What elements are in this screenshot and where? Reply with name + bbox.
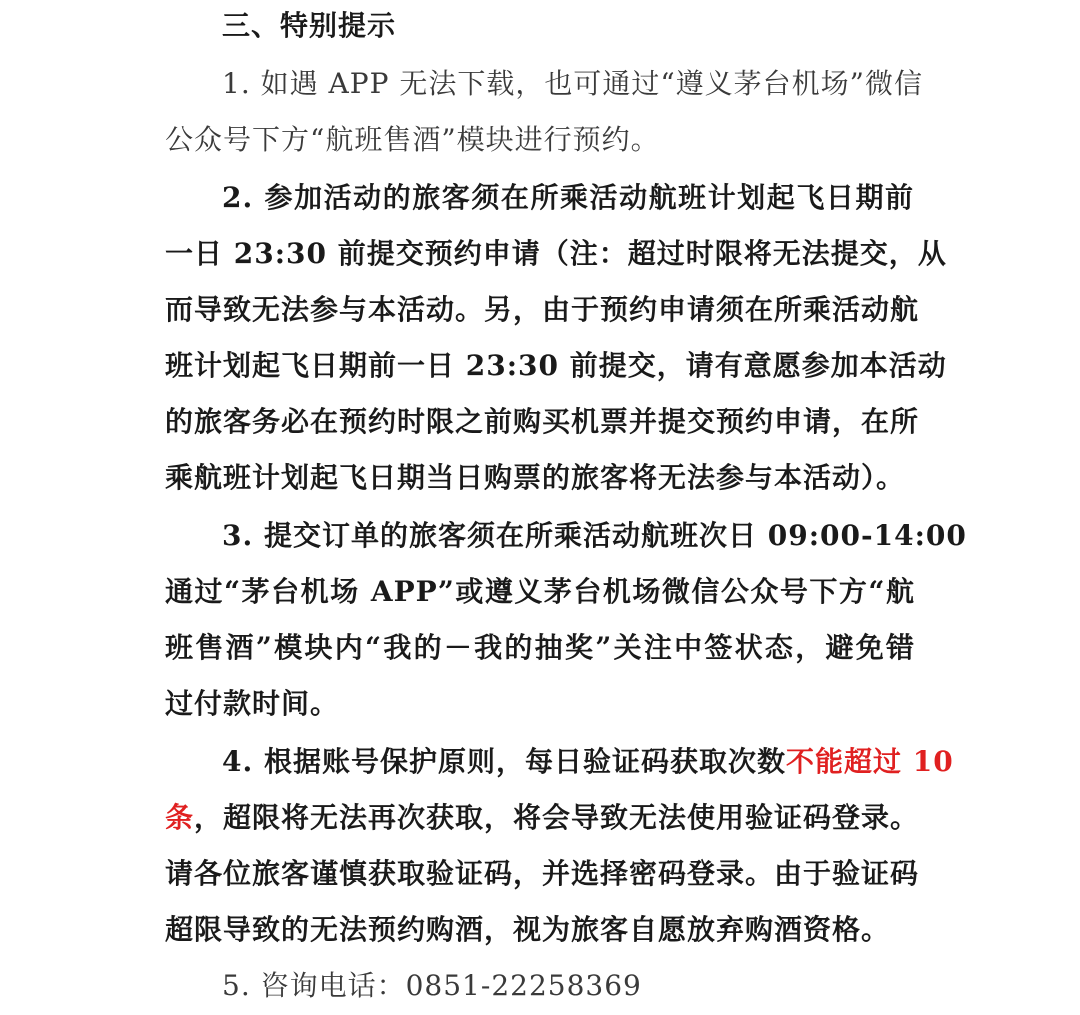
item-2-line-6: 乘航班计划起飞日期当日购票的旅客将无法参与本活动）。 [165, 461, 906, 494]
item-3-line-1: 3. 提交订单的旅客须在所乘活动航班次日 09:00-14:00 [222, 519, 967, 552]
item-2-line-5: 的旅客务必在预约时限之前购买机票并提交预约申请，在所 [165, 405, 920, 438]
item-2-line-4: 班计划起飞日期前一日 23:30 前提交，请有意愿参加本活动 [165, 349, 947, 382]
item-2-line-1: 2. 参加活动的旅客须在所乘活动航班计划起飞日期前 [222, 181, 914, 214]
item-4-line-4: 超限导致的无法预约购酒，视为旅客自愿放弃购酒资格。 [165, 913, 891, 946]
item-3-line-2: 通过“茅台机场 APP”或遵义茅台机场微信公众号下方“航 [165, 575, 915, 608]
item-2-line-3: 而导致无法参与本活动。另，由于预约申请须在所乘活动航 [165, 293, 920, 326]
item-1-line-1: 1. 如遇 APP 无法下载，也可通过“遵义茅台机场”微信 [222, 67, 923, 100]
item-1-line-2: 公众号下方“航班售酒”模块进行预约。 [165, 123, 660, 156]
item-4-line-2-text: ，超限将无法再次获取，将会导致无法使用验证码登录。 [194, 801, 920, 834]
item-4-limit-highlight: 不能超过 10 [785, 745, 954, 778]
item-3-line-3: 班售酒”模块内“我的－我的抽奖”关注中签状态，避免错 [165, 631, 915, 664]
item-4-limit-unit-highlight: 条 [165, 801, 195, 834]
item-2-line-2: 一日 23:30 前提交预约申请（注：超过时限将无法提交，从 [165, 237, 947, 270]
item-3-line-4: 过付款时间。 [165, 687, 340, 720]
item-4-line-3: 请各位旅客谨慎获取验证码，并选择密码登录。由于验证码 [165, 857, 920, 890]
item-4-line-1-text: 4. 根据账号保护原则，每日验证码获取次数 [222, 745, 786, 778]
item-4-line-2 [165, 798, 925, 838]
item-4-line-1 [222, 742, 982, 782]
item-5-contact-phone: 5. 咨询电话：0851-22258369 [222, 969, 642, 1002]
section-heading: 三、特别提示 [222, 9, 397, 42]
